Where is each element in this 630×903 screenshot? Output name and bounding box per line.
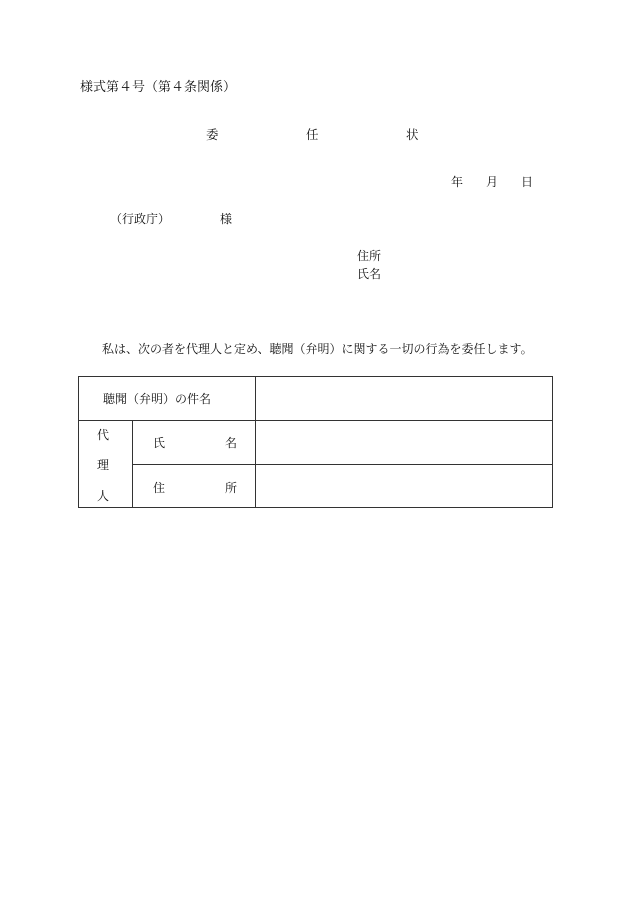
addressee-label: （行政庁） <box>110 212 171 226</box>
document-title-char-3: 状 <box>406 127 419 142</box>
agent-address-label-char-1: 住 <box>153 481 166 495</box>
proxy-table <box>78 376 553 508</box>
date-month-label: 月 <box>486 175 499 189</box>
agent-address-label-char-2: 所 <box>225 481 238 495</box>
grantor-name-label: 氏名 <box>357 267 382 281</box>
form-number: 様式第４号（第４条関係） <box>80 80 237 95</box>
agent-name-label-char-1: 氏 <box>153 436 166 450</box>
grantor-address-label: 住所 <box>357 249 382 263</box>
document-title-char-2: 任 <box>306 127 319 142</box>
agent-name-label-char-2: 名 <box>225 436 238 450</box>
agent-label-char-1: 代 <box>97 428 110 442</box>
date-year-label: 年 <box>451 175 464 189</box>
agent-address-field[interactable] <box>257 465 552 507</box>
agent-label-char-2: 理 <box>97 458 110 472</box>
hearing-subject-field[interactable] <box>257 377 552 420</box>
date-day-label: 日 <box>521 175 534 189</box>
table-divider-vertical <box>255 377 256 507</box>
document-title-char-1: 委 <box>206 127 219 142</box>
agent-name-field[interactable] <box>257 421 552 464</box>
addressee-honorific: 様 <box>220 212 233 226</box>
table-divider-agent <box>132 420 133 507</box>
hearing-subject-label: 聴聞（弁明）の件名 <box>103 392 212 406</box>
delegation-statement: 私は、次の者を代理人と定め、聴聞（弁明）に関する一切の行為を委任します。 <box>102 342 533 356</box>
agent-label-char-3: 人 <box>97 489 110 503</box>
